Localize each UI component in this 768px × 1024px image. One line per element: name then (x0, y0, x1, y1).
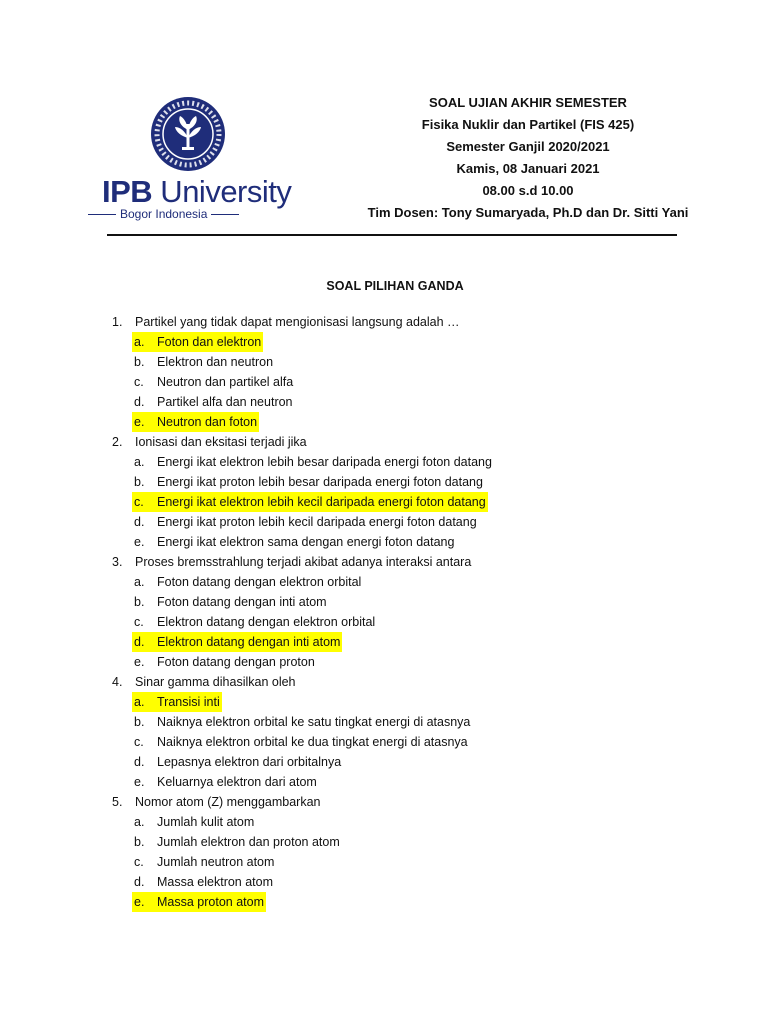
answer-option (108, 772, 728, 792)
answer-option (108, 612, 728, 632)
option-text: Naiknya elektron orbital ke dua tingkat energi di atasnya (157, 735, 468, 749)
option-content (132, 392, 295, 412)
brand-name: IPB University (102, 174, 292, 209)
answer-option (108, 452, 728, 472)
option-content (132, 752, 343, 772)
option-text: Massa elektron atom (157, 875, 274, 889)
option-letter: e. (134, 415, 145, 429)
answer-option (108, 572, 728, 592)
answer-option (108, 332, 728, 352)
answer-option (108, 532, 728, 552)
answer-option (108, 832, 728, 852)
option-text: Elektron datang dengan inti atom (157, 635, 341, 649)
option-text: Elektron datang dengan elektron orbital (157, 615, 376, 629)
option-text: Energi ikat elektron lebih besar daripada energi foton datang (157, 455, 492, 469)
question-number: 2. (112, 435, 123, 449)
option-content (132, 652, 317, 672)
answer-option (108, 352, 728, 372)
option-letter: c. (134, 375, 144, 389)
option-text: Transisi inti (157, 695, 220, 709)
option-text: Energi ikat elektron lebih kecil daripada energi foton datang (157, 495, 486, 509)
option-text: Energi ikat proton lebih besar daripada energi foton datang (157, 475, 483, 489)
ipb-seal-icon (150, 96, 226, 172)
highlighted-answer (132, 412, 259, 432)
section-title: SOAL PILIHAN GANDA (326, 279, 464, 293)
answer-option (108, 712, 728, 732)
answer-option (108, 872, 728, 892)
answer-option (108, 812, 728, 832)
option-content (132, 872, 275, 892)
option-text: Partikel alfa dan neutron (157, 395, 293, 409)
option-content (132, 832, 342, 852)
option-content (132, 852, 276, 872)
question-3 (108, 552, 728, 572)
question-4 (108, 672, 728, 692)
option-letter: c. (134, 855, 144, 869)
answer-option (108, 412, 728, 432)
option-letter: a. (134, 815, 145, 829)
question-1 (108, 312, 728, 332)
option-letter: a. (134, 695, 145, 709)
option-content (132, 772, 319, 792)
option-letter: e. (134, 775, 145, 789)
question-text: Ionisasi dan eksitasi terjadi jika (135, 435, 307, 449)
answer-option (108, 852, 728, 872)
option-text: Elektron dan neutron (157, 355, 274, 369)
option-letter: a. (134, 335, 145, 349)
option-text: Energi ikat proton lebih kecil daripada energi foton datang (157, 515, 477, 529)
question-list (108, 312, 728, 912)
option-letter: e. (134, 655, 145, 669)
highlighted-answer (132, 692, 222, 712)
highlighted-answer (132, 332, 263, 352)
lecturers: Tim Dosen: Tony Sumaryada, Ph.D dan Dr. Sitti Yani (367, 205, 689, 220)
option-letter: e. (134, 535, 145, 549)
option-content (132, 732, 470, 752)
exam-date: Kamis, 08 Januari 2021 (456, 161, 600, 176)
answer-option (108, 732, 728, 752)
option-content (132, 452, 494, 472)
option-letter: d. (134, 395, 145, 409)
option-content (132, 612, 377, 632)
option-text: Jumlah neutron atom (157, 855, 275, 869)
answer-option (108, 512, 728, 532)
highlighted-answer (132, 492, 488, 512)
question-text: Partikel yang tidak dapat mengionisasi langsung adalah … (135, 315, 460, 329)
option-content (132, 572, 363, 592)
option-letter: b. (134, 355, 145, 369)
question-text: Proses bremsstrahlung terjadi akibat adanya interaksi antara (135, 555, 472, 569)
course-name: Fisika Nuklir dan Partikel (FIS 425) (421, 117, 635, 132)
answer-option (108, 692, 728, 712)
highlighted-answer (132, 632, 342, 652)
exam-title: SOAL UJIAN AKHIR SEMESTER (429, 95, 627, 110)
ipb-logo (100, 96, 290, 226)
option-letter: c. (134, 495, 144, 509)
question-number: 1. (112, 315, 123, 329)
highlighted-answer (132, 892, 266, 912)
answer-option (108, 752, 728, 772)
option-letter: d. (134, 755, 145, 769)
answer-option (108, 492, 728, 512)
option-text: Massa proton atom (157, 895, 264, 909)
question-number: 4. (112, 675, 123, 689)
option-content (132, 532, 456, 552)
option-text: Lepasnya elektron dari orbitalnya (157, 755, 342, 769)
answer-option (108, 472, 728, 492)
question-5 (108, 792, 728, 812)
option-letter: d. (134, 875, 145, 889)
option-letter: c. (134, 615, 144, 629)
answer-option (108, 592, 728, 612)
question-text: Nomor atom (Z) menggambarkan (135, 795, 321, 809)
option-content (132, 352, 275, 372)
option-letter: d. (134, 635, 145, 649)
answer-option (108, 632, 728, 652)
answer-option (108, 372, 728, 392)
exam-time: 08.00 s.d 10.00 (482, 183, 574, 198)
option-text: Neutron dan partikel alfa (157, 375, 294, 389)
option-text: Neutron dan foton (157, 415, 258, 429)
option-text: Foton dan elektron (157, 335, 262, 349)
question-number: 5. (112, 795, 123, 809)
exam-header (268, 92, 768, 224)
option-text: Foton datang dengan proton (157, 655, 315, 669)
answer-option (108, 892, 728, 912)
option-letter: a. (134, 575, 145, 589)
option-content (132, 472, 485, 492)
option-text: Foton datang dengan elektron orbital (157, 575, 362, 589)
option-text: Foton datang dengan inti atom (157, 595, 327, 609)
option-letter: a. (134, 455, 145, 469)
option-letter: b. (134, 835, 145, 849)
header-divider (107, 234, 677, 236)
option-content (132, 592, 329, 612)
option-content (132, 512, 479, 532)
brand-subtitle: Bogor Indonesia (122, 207, 243, 221)
option-letter: c. (134, 735, 144, 749)
option-letter: e. (134, 895, 145, 909)
option-text: Keluarnya elektron dari atom (157, 775, 317, 789)
semester: Semester Ganjil 2020/2021 (446, 139, 610, 154)
question-number: 3. (112, 555, 123, 569)
option-letter: b. (134, 595, 145, 609)
option-text: Energi ikat elektron sama dengan energi foton datang (157, 535, 455, 549)
option-text: Jumlah elektron dan proton atom (157, 835, 340, 849)
option-text: Jumlah kulit atom (157, 815, 255, 829)
question-2 (108, 432, 728, 452)
answer-option (108, 392, 728, 412)
option-text: Naiknya elektron orbital ke satu tingkat energi di atasnya (157, 715, 471, 729)
option-letter: d. (134, 515, 145, 529)
answer-option (108, 652, 728, 672)
option-content (132, 812, 256, 832)
option-content (132, 712, 472, 732)
option-content (132, 372, 295, 392)
question-text: Sinar gamma dihasilkan oleh (135, 675, 296, 689)
option-letter: b. (134, 715, 145, 729)
option-letter: b. (134, 475, 145, 489)
